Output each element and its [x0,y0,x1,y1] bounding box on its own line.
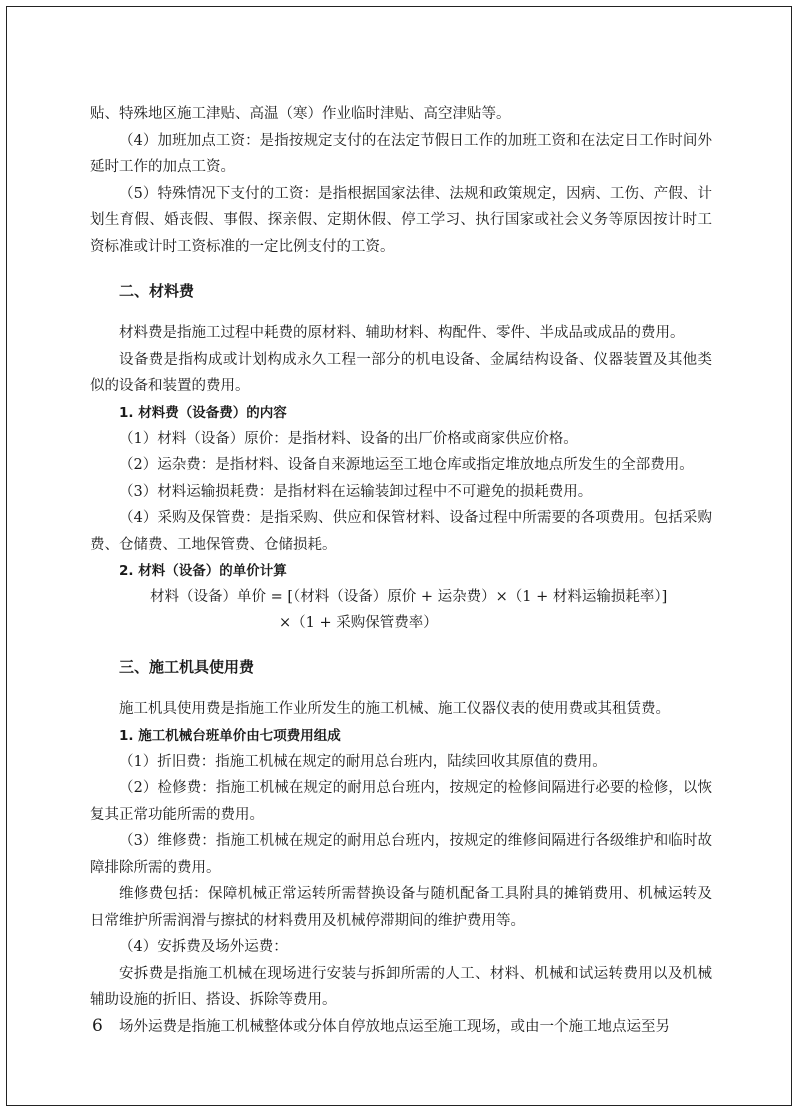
list-item: （3）材料运输损耗费：是指材料在运输装卸过程中不可避免的损耗费用。 [119,483,593,500]
paragraph-continued: 贴、特殊地区施工津贴、高温（寒）作业临时津贴、高空津贴等。 [90,106,511,122]
section-heading-machinery: 三、施工机具使用费 [119,658,255,676]
list-item: （2）检修费：指施工机械在规定的耐用总台班内，按规定的检修间隔进行必要的检修，以恢复其正常功能所需的费用。 [90,780,712,823]
list-item: （2）运杂费：是指材料、设备自来源地运至工地仓库或指定堆放地点所发生的全部费用。 [119,457,694,473]
subheading-machine-shift-price: 1. 施工机械台班单价由七项费用组成 [119,727,341,744]
page-body [90,101,712,1040]
paragraph-machinery-intro: 施工机具使用费是指施工作业所发生的施工机械、施工仪器仪表的使用费或其租赁费。 [119,701,670,717]
formula-line-1: 材料（设备）单价 = [（材料（设备）原价 + 运杂费）×（1 + 材料运输损耗率）] [150,589,668,605]
list-item: （3）维修费：指施工机械在规定的耐用总台班内，按规定的维修间隔进行各级维护和临时故障排除所需的费用。 [90,833,712,876]
list-item: 安拆费是指施工机械在现场进行安装与拆卸所需的人工、材料、机械和试运转费用以及机械辅助设施的折旧、搭设、拆除等费用。 [90,965,712,1008]
list-item: （4）采购及保管费：是指采购、供应和保管材料、设备过程中所需要的各项费用。包括采购费、仓储费、工地保管费、仓储损耗。 [90,510,712,553]
list-item: （1）折旧费：指施工机械在规定的耐用总台班内，陆续回收其原值的费用。 [119,753,607,770]
page-number: 6 [92,1016,103,1036]
subheading-materials-content: 1. 材料费（设备费）的内容 [119,404,287,421]
formula-line-2: ×（1 + 采购保管费率） [279,615,438,631]
list-item: 维修费包括：保障机械正常运转所需替换设备与随机配备工具附具的摊销费用、机械运转及日常维护所需润滑与擦拭的材料费用及机械停滞期间的维护费用等。 [90,886,712,929]
list-item: 场外运费是指施工机械整体或分体自停放地点运至施工现场，或由一个施工地点运至另 [119,1018,670,1035]
paragraph-overtime-pay: （4）加班加点工资：是指按规定支付的在法定节假日工作的加班工资和在法定日工作时间外延时工作的加点工资。 [90,132,712,175]
paragraph-equipment-intro: 设备费是指构成或计划构成永久工程一部分的机电设备、金属结构设备、仪器装置及其他类似的设备和装置的费用。 [90,351,712,394]
paragraph-materials-intro: 材料费是指施工过程中耗费的原材料、辅助材料、构配件、零件、半成品或成品的费用。 [119,325,685,341]
list-item: （4）安拆费及场外运费： [119,939,288,955]
section-heading-materials: 二、材料费 [119,282,195,300]
paragraph-special-pay: （5）特殊情况下支付的工资：是指根据国家法律、法规和政策规定，因病、工伤、产假、计划生育假、婚丧假、事假、探亲假、定期休假、停工学习、执行国家或社会义务等原因按计时工资标准或计时工资标准的一定比例支付的工资。 [90,185,712,255]
subheading-unit-price: 2. 材料（设备）的单价计算 [119,563,287,579]
list-item: （1）材料（设备）原价：是指材料、设备的出厂价格或商家供应价格。 [119,430,578,447]
